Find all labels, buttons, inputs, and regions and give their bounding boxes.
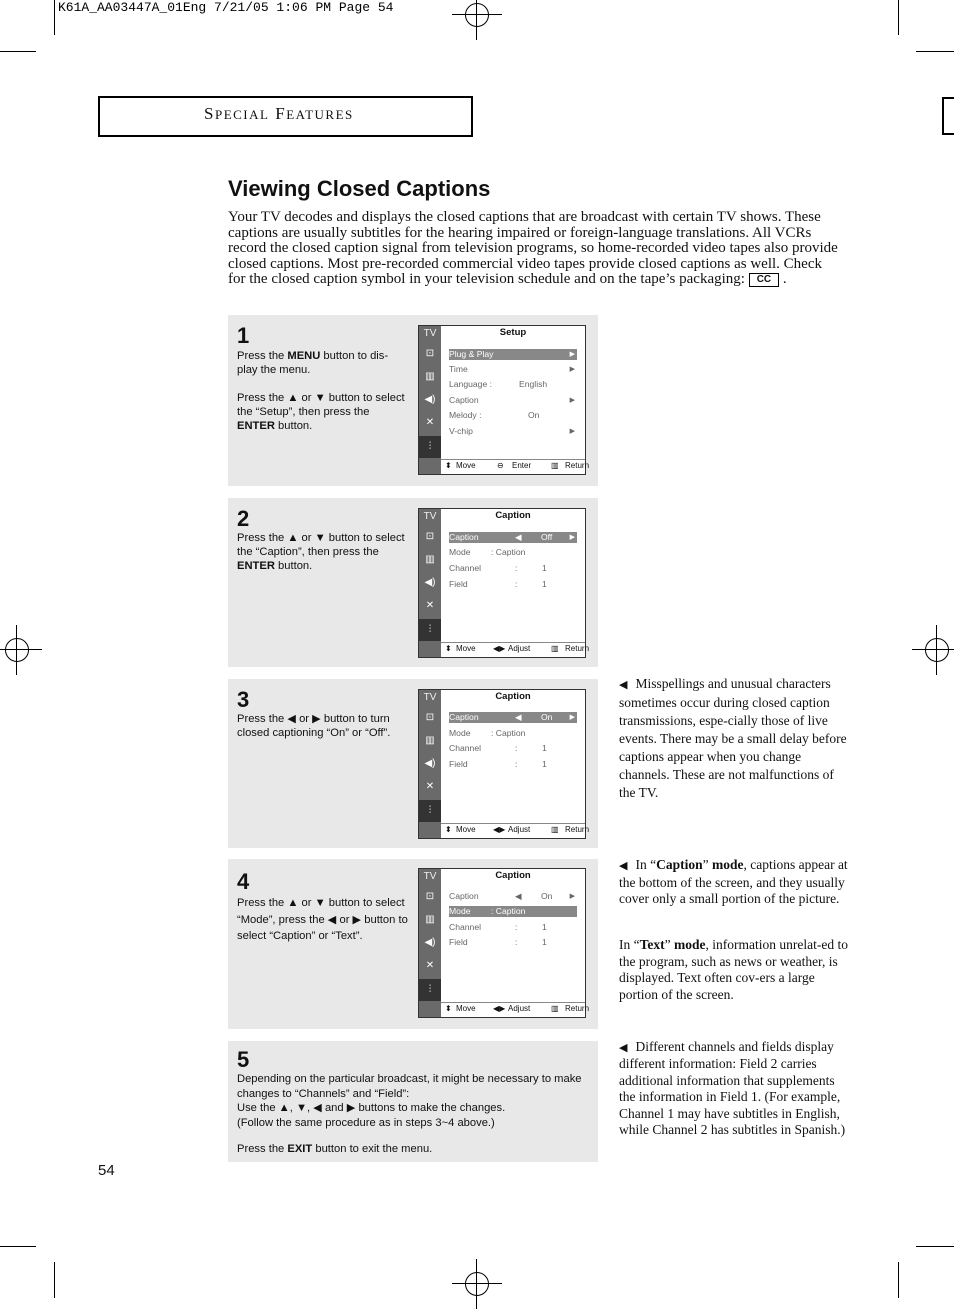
menu-item-plug-play: Plug & Play ▶: [449, 349, 575, 359]
menu-item-caption: Caption ◀ On ▶: [449, 891, 575, 901]
step-1-panel: [228, 315, 598, 486]
step-number: 3: [237, 687, 250, 712]
menu-item-channel: Channel : 1: [449, 743, 547, 753]
osd-sidebar: [419, 326, 441, 474]
menu-item-melody: Melody : On: [449, 410, 540, 420]
osd-caption-menu: [418, 508, 590, 658]
picture-icon: ▥: [425, 554, 435, 565]
crop-mark: [54, 1262, 55, 1298]
page-tab: [942, 97, 954, 135]
menu-item-field: Field : 1: [449, 937, 547, 947]
menu-item-time: Time ▶: [449, 364, 575, 374]
registration-mark: [465, 3, 489, 27]
menu-item-channel: Channel : 1: [449, 922, 547, 932]
step-instructions: Press the ▲ or ▼ button to select “Mode”, press the ◀ or ▶ button to select “Caption” or “Text”.: [237, 897, 408, 942]
menu-item-caption: Caption ◀ On ▶: [449, 712, 575, 722]
intro-paragraph: Your TV decodes and displays the closed captions that are broadcast with certain TV shows. These captions are usually subtitles for the hearing impaired or foreign-language translations. All VCRs record the closed caption signal from television programs, so home-recorded video tapes also provide closed captions. Most pre-recorded commercial video tapes provide closed captions as well. Check for the closed caption symbol in your television schedule and on the tape’s packaging: CC .: [228, 209, 838, 288]
crop-mark: [916, 1246, 954, 1247]
input-icon: ⊡: [425, 712, 435, 723]
osd-title: Caption: [495, 510, 531, 521]
tv-label: TV: [423, 328, 437, 339]
crop-mark: [0, 51, 36, 52]
crop-mark: [898, 0, 899, 35]
step-instructions: Depending on the particular broadcast, it might be necessary to make changes to “Channels” and “Field”: Use the ▲, ▼, ◀ and ▶ buttons to make the changes. (Follow the same procedure as in steps 3~4 above.) Press the EXIT button to exit the menu.: [237, 1073, 582, 1155]
input-icon: ⊡: [425, 531, 435, 542]
step-4-panel: [228, 859, 598, 1029]
step-number: 1: [237, 323, 250, 348]
crop-mark: [898, 1262, 899, 1298]
sound-icon: ◀): [424, 577, 436, 588]
osd-setup-menu: [418, 325, 590, 475]
print-header: K61A_AA03447A_01Eng 7/21/05 1:06 PM Page 54: [58, 0, 394, 15]
menu-item-field: Field : 1: [449, 579, 547, 589]
step-number: 4: [237, 869, 250, 894]
setup-icon: ⫶: [419, 800, 441, 822]
osd-title: Setup: [499, 327, 527, 338]
step-3-panel: [228, 679, 598, 848]
registration-mark: [925, 638, 949, 662]
closed-caption-icon: CC: [749, 273, 779, 287]
osd-title: Caption: [495, 691, 531, 702]
picture-icon: ▥: [425, 371, 435, 382]
note-arrow-icon: ◀: [619, 679, 628, 691]
menu-item-channel: Channel : 1: [449, 563, 547, 573]
step-2-panel: [228, 498, 598, 667]
tv-label: TV: [423, 692, 437, 703]
setup-icon: ⫶: [419, 436, 441, 458]
section-title: SPECIAL FEATURES: [204, 104, 354, 123]
crop-mark: [0, 1246, 36, 1247]
osd-title: Caption: [495, 870, 531, 881]
channel-icon: ✕: [425, 781, 435, 792]
note-misspellings: ◀ Misspellings and unusual characters sometimes occur during closed caption transmissions, espe-cially those of live events. There may be a small delay before captions appear when you change channels. These are not malfunctions of the TV.: [619, 676, 847, 800]
setup-icon: ⫶: [419, 979, 441, 1001]
menu-item-language: Language : English: [449, 379, 548, 389]
menu-item-field: Field : 1: [449, 759, 547, 769]
channel-icon: ✕: [425, 960, 435, 971]
step-instructions: Press the ▲ or ▼ button to select the “Caption”, then press the ENTER button.: [237, 532, 405, 572]
note-channels-fields: ◀ Different channels and fields display different information: Field 2 carries additional information that supplements the information in Field 1. (For example, Channel 1 may have subtitles in English, while Channel 2 has subtitles in Spanish.): [619, 1039, 846, 1138]
registration-mark: [465, 1272, 489, 1296]
menu-item-caption: Caption ◀ Off ▶: [449, 532, 575, 542]
tv-label: TV: [423, 871, 437, 882]
channel-icon: ✕: [425, 417, 435, 428]
osd-caption-menu: [418, 868, 590, 1018]
menu-item-vchip: V-chip ▶: [449, 426, 575, 436]
sound-icon: ◀): [424, 758, 436, 769]
osd-sidebar: [419, 869, 441, 1017]
osd-footer: ⬍ Move ◀▶ Adjust ▥ Return: [441, 1002, 585, 1015]
crop-mark: [916, 51, 954, 52]
menu-item-mode: Mode : Caption: [449, 547, 526, 557]
page-number: 54: [98, 1162, 115, 1179]
note-arrow-icon: ◀: [619, 860, 628, 872]
osd-footer: ⬍ Move ◀▶ Adjust ▥ Return: [441, 642, 585, 655]
note-arrow-icon: ◀: [619, 1042, 628, 1054]
note-text-mode: In “Text” mode, information unrelat-ed to the program, such as news or weather, is displayed. Text often cov-ers a large portion of the screen.: [619, 937, 848, 1002]
menu-item-mode: Mode : Caption: [449, 728, 526, 738]
setup-icon: ⫶: [419, 619, 441, 641]
menu-item-caption: Caption ▶: [449, 395, 575, 405]
page-title: Viewing Closed Captions: [228, 176, 491, 201]
osd-footer: ⬍ Move ◀▶ Adjust ▥ Return: [441, 823, 585, 836]
osd-sidebar: [419, 690, 441, 838]
sound-icon: ◀): [424, 394, 436, 405]
osd-sidebar: [419, 509, 441, 657]
note-caption-mode: ◀ In “Caption” mode, captions appear at the bottom of the screen, and they usually cover only a small portion of the picture.: [619, 857, 848, 906]
step-number: 2: [237, 506, 250, 531]
sound-icon: ◀): [424, 937, 436, 948]
osd-footer: ⬍ Move ⊖ Enter ▥ Return: [441, 459, 585, 472]
input-icon: ⊡: [425, 348, 435, 359]
tv-label: TV: [423, 511, 437, 522]
crop-mark: [54, 0, 55, 35]
osd-caption-menu: [418, 689, 590, 839]
step-number: 5: [237, 1047, 250, 1072]
menu-item-mode: Mode : Caption: [449, 906, 577, 917]
registration-mark: [5, 638, 29, 662]
step-instructions: Press the ◀ or ▶ button to turn closed captioning “On” or “Off”.: [237, 713, 391, 739]
step-instructions: Press the MENU button to dis-play the menu. Press the ▲ or ▼ button to select the “Setup”, then press the ENTER button.: [237, 350, 405, 432]
picture-icon: ▥: [425, 914, 435, 925]
picture-icon: ▥: [425, 735, 435, 746]
channel-icon: ✕: [425, 600, 435, 611]
input-icon: ⊡: [425, 891, 435, 902]
step-5-panel: [228, 1041, 598, 1162]
